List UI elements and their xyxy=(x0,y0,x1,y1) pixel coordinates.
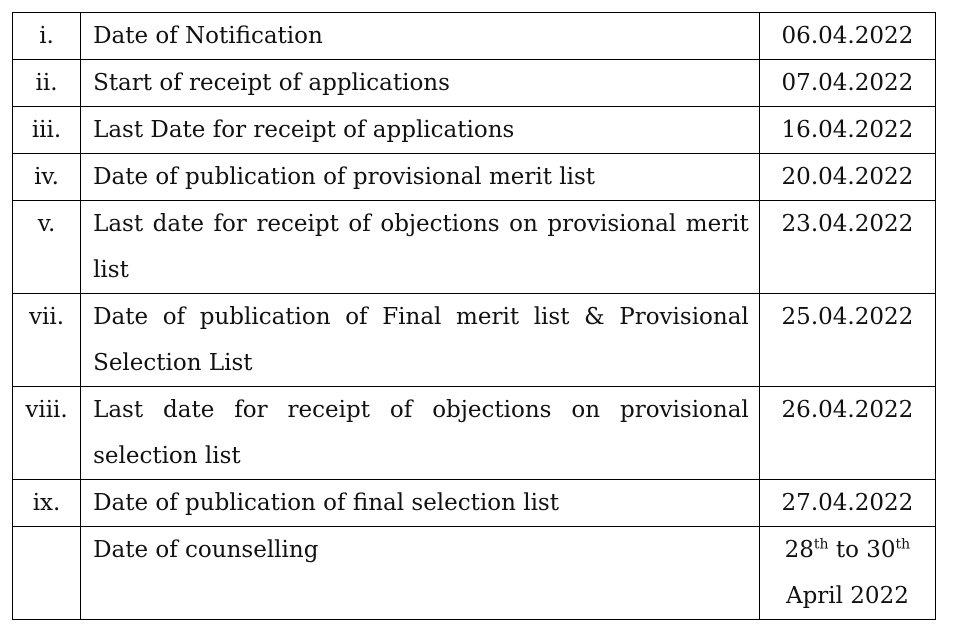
serial-number: ix. xyxy=(13,480,81,527)
serial-number: vii. xyxy=(13,294,81,387)
event-description: Date of Notification xyxy=(81,13,760,60)
counselling-month-year: April 2022 xyxy=(785,583,909,609)
event-description: Start of receipt of applications xyxy=(81,60,760,107)
start-day: 28 xyxy=(784,537,814,563)
event-date: 06.04.2022 xyxy=(759,13,935,60)
table-row xyxy=(13,60,936,107)
event-description: Date of publication of final selection list xyxy=(81,480,760,527)
table-row xyxy=(13,527,936,620)
table-row xyxy=(13,480,936,527)
event-date: 16.04.2022 xyxy=(759,107,935,154)
event-description: Date of publication of provisional merit list xyxy=(81,154,760,201)
event-description: Date of counselling xyxy=(81,527,760,620)
start-day-suffix: th xyxy=(813,536,829,553)
serial-number: v. xyxy=(13,201,81,294)
event-date: 07.04.2022 xyxy=(759,60,935,107)
table-row xyxy=(13,294,936,387)
table-row xyxy=(13,13,936,60)
table-row xyxy=(13,154,936,201)
event-date: 26.04.2022 xyxy=(759,387,935,480)
table-row xyxy=(13,107,936,154)
event-description: Last date for receipt of objections on provisional merit list xyxy=(81,201,760,294)
serial-number: iv. xyxy=(13,154,81,201)
serial-number: iii. xyxy=(13,107,81,154)
counselling-date xyxy=(759,527,935,620)
end-day: 30 xyxy=(866,537,896,563)
event-date: 20.04.2022 xyxy=(759,154,935,201)
table-row xyxy=(13,387,936,480)
schedule-table xyxy=(12,12,936,620)
event-description: Last date for receipt of objections on provisional selection list xyxy=(81,387,760,480)
serial-number: ii. xyxy=(13,60,81,107)
end-day-suffix: th xyxy=(895,536,911,553)
event-date: 27.04.2022 xyxy=(759,480,935,527)
table-row xyxy=(13,201,936,294)
serial-number: i. xyxy=(13,13,81,60)
event-description: Last Date for receipt of applications xyxy=(81,107,760,154)
event-description: Date of publication of Final merit list & Provisional Selection List xyxy=(81,294,760,387)
serial-number xyxy=(13,527,81,620)
counselling-date-range xyxy=(760,527,935,573)
event-date: 25.04.2022 xyxy=(759,294,935,387)
event-date: 23.04.2022 xyxy=(759,201,935,294)
range-connector: to xyxy=(835,537,859,563)
serial-number: viii. xyxy=(13,387,81,480)
